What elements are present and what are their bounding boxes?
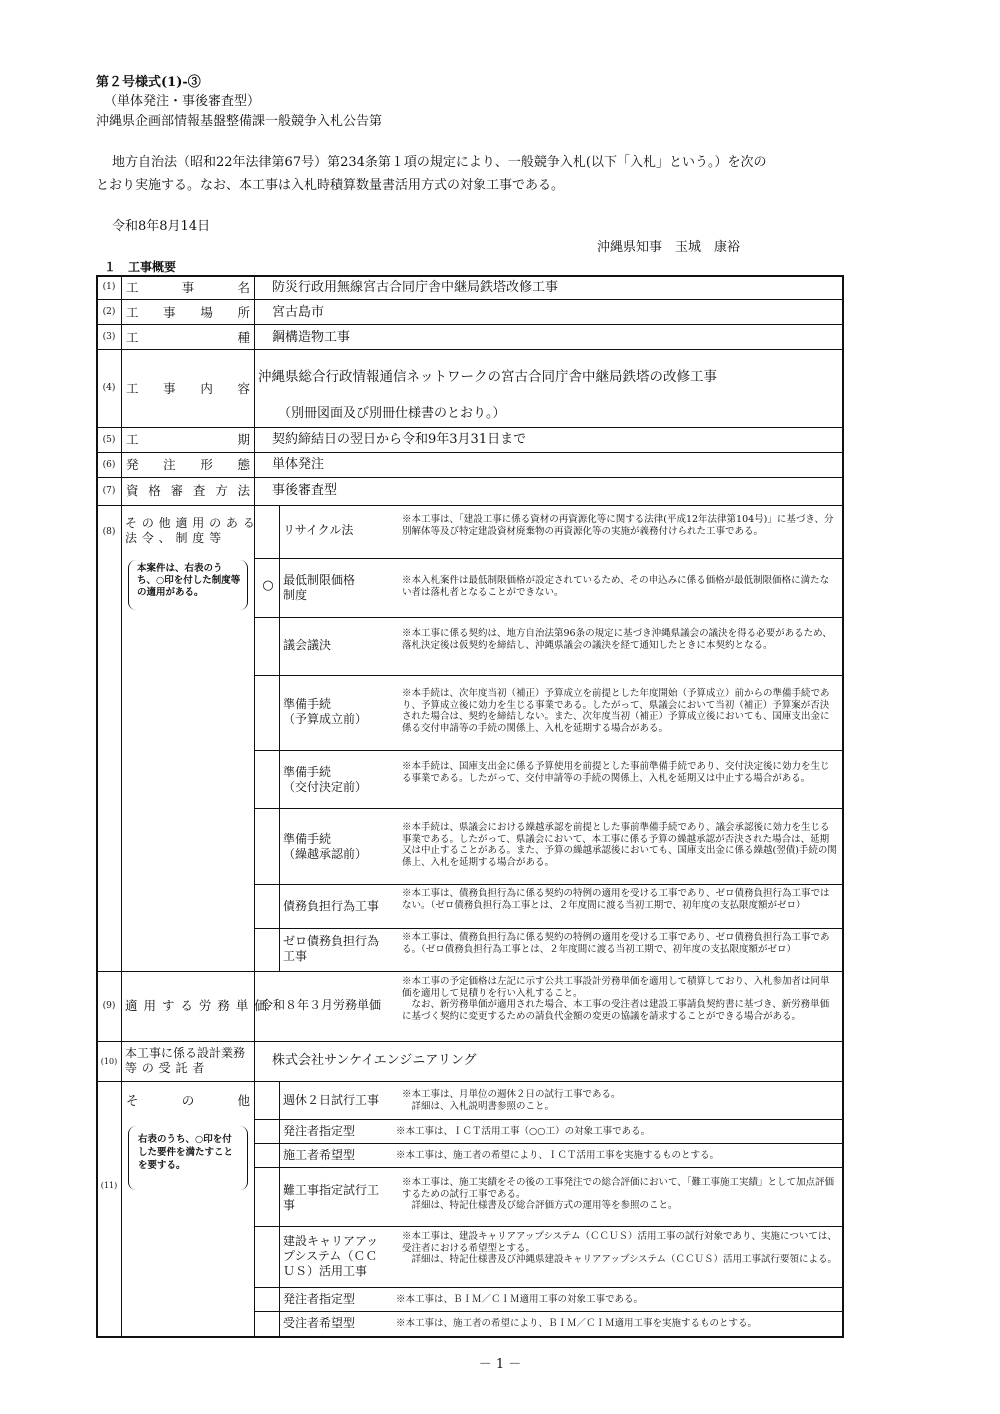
row-label: 工 期 [126, 432, 250, 447]
system-name: 最低制限価格 制度 [283, 573, 356, 602]
row-number: (9) [102, 1001, 116, 1011]
measure-name: 施工者希望型 [283, 1148, 356, 1162]
row-note: （別冊図面及び別冊仕様書のとおり。） [278, 406, 506, 421]
requirement-note: 右表のうち、○印を付した要件を満たすことを要する。 [138, 1134, 234, 1171]
row-value: 単体発注 [272, 457, 325, 472]
system-description: ※本工事は、債務負担行為に係る契約の特例の適用を受ける工事であり、ゼロ債務負担行為工事である。（ゼロ債務負担行為工事とは、２年度間に渡る当初工期で、初年度の支払限度額がゼロ） [402, 932, 830, 955]
applicable-note: 本案件は、右表のうち、○印を付した制度等の適用がある。 [137, 563, 241, 598]
measure-description: ※本工事は、建設キャリアアップシステム（ＣＣＵＳ）活用工事の試行対象であり、実施については、受注者における希望型とする。 詳細は、特記仕様書及び沖縄県建設キャリアアップシステム（ＣＣＵＳ）活用工事試行要領による。 [402, 1231, 838, 1265]
row9-value: 令和８年３月労務単価 [261, 998, 382, 1012]
system-name: 議会議決 [283, 638, 332, 652]
system-description: ※本手続は、国庫支出金に係る予算使用を前提とした事前準備手続であり、交付決定後に効力を生じる事業である。したがって、交付申請等の手続の関係上、入札を延期又は中止する場合がある。 [402, 761, 830, 784]
row-number: (6) [102, 460, 116, 470]
measure-name: 週休２日試行工事 [283, 1093, 380, 1107]
measure-name: 発注者指定型 [283, 1124, 356, 1138]
system-name: 準備手続 （交付決定前） [283, 765, 368, 794]
row9-label: 適 用 す る 労 務 単 価 [125, 998, 268, 1013]
system-name: 債務負担行為工事 [283, 899, 380, 913]
measure-name: 受注者希望型 [283, 1316, 356, 1330]
row-number: (11) [100, 1181, 118, 1190]
row-value: 鋼構造物工事 [272, 330, 351, 345]
row-value: 事後審査型 [272, 483, 338, 498]
section-title: １ 工事概要 [104, 260, 177, 274]
row-label: 工 種 [126, 330, 250, 345]
row-number: (1) [102, 282, 116, 292]
system-name: 準備手続 （予算成立前） [283, 697, 368, 726]
measure-name: 難工事指定試行工 事 [283, 1183, 380, 1212]
notice-title: 沖縄県企画部情報基盤整備課一般競争入札公告第 [96, 114, 383, 129]
row-value: 契約締結日の翌日から令和9年3月31日まで [272, 432, 527, 447]
row9-description: ※本工事の予定価格は左記に示す公共工事設計労務単価を適用して積算しており、入札参加者は同単価を適用して見積りを行い入札すること。 なお、新労務単価が適用された場合、本工事の受注者は建設工事請負契約書に基づき、新労務単価に基づく契約に変更するための請負代金額の変更の協議を請求することができる場合がある。 [402, 976, 830, 1022]
system-name: リサイクル法 [283, 523, 354, 537]
intro-line-1: 地方自治法（昭和22年法律第67号）第234条第１項の規定により、一般競争入札(以下「入札」という。）を次の [112, 155, 767, 170]
row-number: (7) [102, 486, 116, 496]
system-description: ※本手続は、次年度当初（補正）予算成立を前提とした年度開始（予算成立）前からの準備手続であり、予算成立後に効力を生じる事業である。したがって、県議会において当初（補正）予算案が否決された場合は、契約を締結しない。また、次年度当初（補正）予算成立後においても、国庫支出金に係る交付申請等の手続の関係上、入札を延期する場合がある。 [402, 688, 830, 734]
page-number: － 1 － [478, 1357, 522, 1372]
row-label: 資 格 審 査 方 法 [126, 483, 250, 498]
row-label: 発 注 形 態 [126, 457, 250, 472]
system-name: ゼロ債務負担行為 工事 [283, 934, 380, 963]
measure-description: ※本工事は、ＩＣＴ活用工事（○○工）の対象工事である。 [396, 1126, 651, 1137]
row-label: 工 事 名 [126, 280, 250, 295]
row8-label-line1: そ の 他 適 用 の あ る [125, 516, 256, 530]
row10-value: 株式会社サンケイエンジニアリング [272, 1053, 477, 1068]
signer: 沖縄県知事 玉城 康裕 [597, 240, 741, 255]
row-value: 沖縄県総合行政情報通信ネットワークの宮古合同庁舎中継局鉄塔の改修工事 [258, 369, 717, 385]
system-description: ※本工事に係る契約は、地方自治法第96条の規定に基づき沖縄県議会の議決を得る必要があるため、落札決定後は仮契約を締結し、沖縄県議会の議決を経て通知したときに本契約となる。 [402, 628, 832, 651]
row8-label-line2: 法 令 、 制 度 等 [125, 531, 222, 545]
intro-line-2: とおり実施する。なお、本工事は入札時積算数量書活用方式の対象工事である。 [96, 178, 565, 193]
row-label: 工 事 場 所 [126, 305, 250, 320]
measure-description: ※本工事は、ＢＩＭ／ＣＩＭ適用工事の対象工事である。 [396, 1294, 644, 1305]
system-description: ※本工事は、債務負担行為に係る契約の特例の適用を受ける工事であり、ゼロ債務負担行為工事ではない。（ゼロ債務負担行為工事とは、２年度間に渡る当初工期で、初年度の支払限度額がゼロ） [402, 888, 830, 911]
row-value: 防災行政用無線宮古合同庁舎中継局鉄塔改修工事 [272, 280, 559, 295]
measure-description: ※本工事は、施工実績をその後の工事発注での総合評価において、「難工事施工実績」として加点評価するための試行工事である。 詳細は、特記仕様書及び総合評価方式の運用等を参照のこと。 [402, 1177, 835, 1211]
system-name: 準備手続 （繰越承認前） [283, 832, 368, 861]
row-value: 宮古島市 [272, 305, 325, 320]
system-description: ※本入札案件は最低制限価格が設定されているため、その申込みに係る価格が最低制限価格に満たない者は落札者となることができない。 [402, 575, 830, 598]
measure-description: ※本工事は、月単位の週休２日の試行工事である。 詳細は、入札説明書参照のこと。 [402, 1089, 621, 1112]
order-type: （単体発注・事後審査型） [104, 94, 261, 109]
measure-name: 発注者指定型 [283, 1292, 356, 1306]
row10-label-line1: 本工事に係る設計業務 [125, 1046, 246, 1060]
row-number: (3) [102, 332, 116, 342]
row-number: (5) [102, 435, 116, 445]
row-number: (2) [102, 307, 116, 317]
system-description: ※本工事は、「建設工事に係る資材の再資源化等に関する法律(平成12年法律第104号)」に基づき、分別解体等及び特定建設資材廃棄物の再資源化等の実施が義務付けられた工事である。 [402, 514, 834, 537]
row10-label-line2: 等 の 受 託 者 [125, 1061, 205, 1075]
applied-mark: ○ [262, 578, 274, 593]
form-number: 第２号様式(1)-③ [96, 75, 201, 90]
measure-description: ※本工事は、施工者の希望により、ＩＣＴ活用工事を実施するものとする。 [396, 1150, 720, 1161]
measure-description: ※本工事は、施工者の希望により、ＢＩＭ／ＣＩＭ適用工事を実施するものとする。 [396, 1318, 758, 1329]
row-label: そ の 他 [126, 1093, 250, 1108]
row-number: (10) [100, 1057, 118, 1066]
measure-name: 建設キャリアアッ プシステム（ＣＣ ＵＳ）活用工事 [283, 1234, 379, 1278]
row-label: 工 事 内 容 [126, 381, 250, 396]
system-description: ※本手続は、県議会における繰越承認を前提とした事前準備手続であり、議会承認後に効力を生じる事業である。したがって、県議会において、本工事に係る予算の繰越承認が否決された場合は、延期又は中止することがある。また、予算の繰越承認後においても、国庫支出金に係る繰越(翌債)手続の関係上、入札を延期する場合がある。 [402, 822, 837, 868]
row-number: (4) [102, 383, 116, 393]
notice-date: 令和8年8月14日 [112, 219, 211, 234]
row-number: (8) [102, 527, 116, 537]
